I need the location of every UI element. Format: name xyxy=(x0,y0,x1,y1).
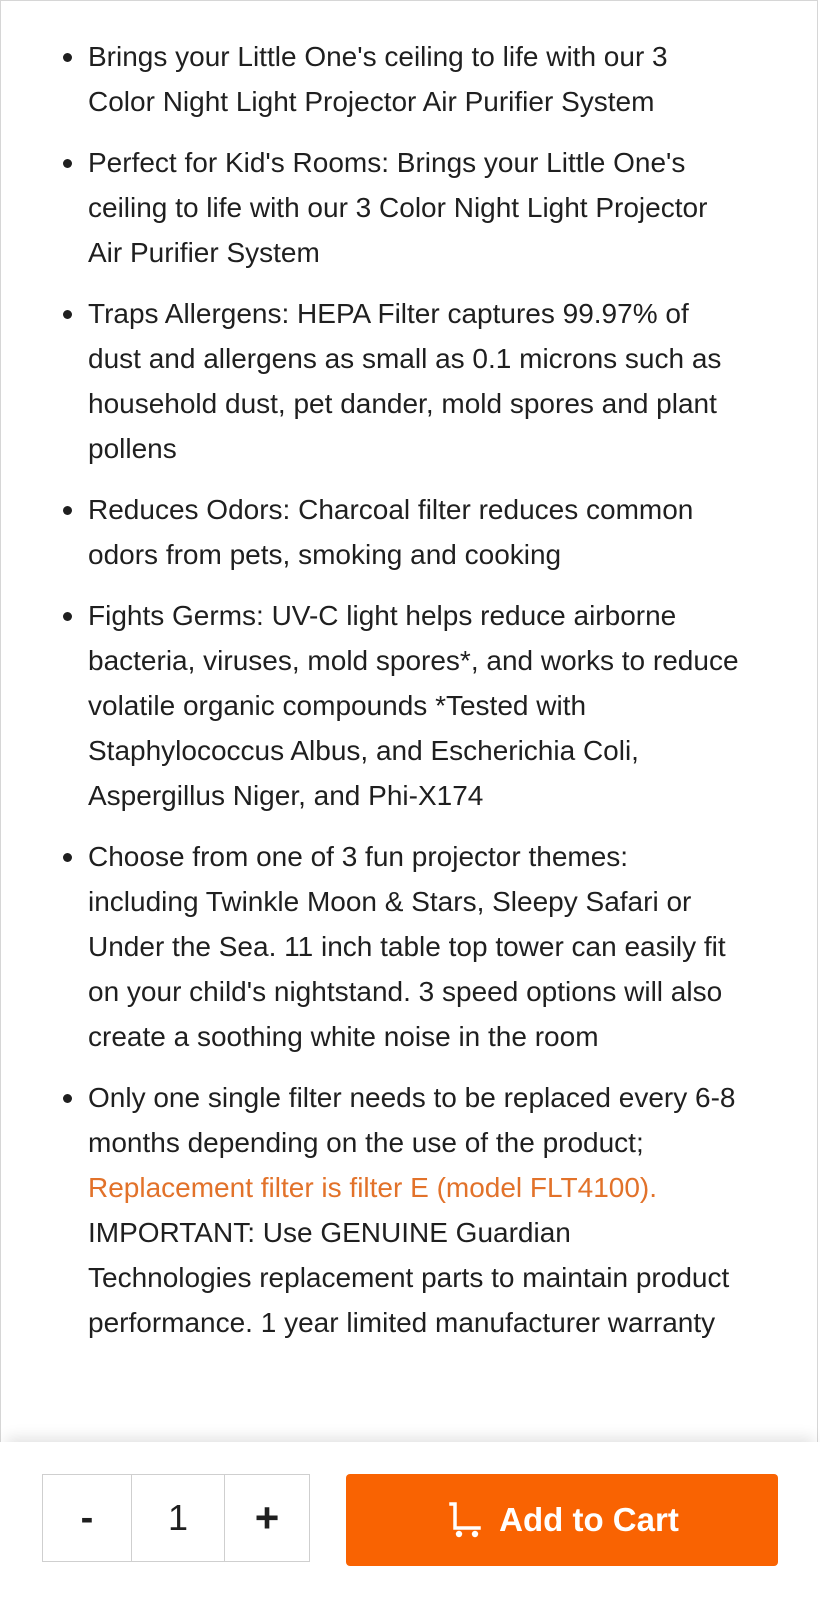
quantity-increase-button[interactable]: + xyxy=(254,1494,280,1541)
cart-icon xyxy=(445,1500,485,1540)
bullet-text: Reduces Odors: Charcoal filter reduces common odors from pets, smoking and cooking xyxy=(88,494,694,570)
bullet-text: Brings your Little One's ceiling to life with our 3 Color Night Light Projector Air Purifier System xyxy=(88,41,668,117)
list-item xyxy=(0,593,820,818)
bullet-dot xyxy=(63,612,72,621)
list-item xyxy=(0,834,820,1059)
quantity-decrease-button[interactable]: - xyxy=(43,1475,132,1561)
list-item xyxy=(0,291,820,471)
bullet-dot xyxy=(63,853,72,862)
list-item xyxy=(0,140,820,275)
filter-text-before: Only one single filter needs to be replaced every 6-8 months depending on the use of the product; xyxy=(88,1082,736,1158)
bullet-text: Perfect for Kid's Rooms: Brings your Little One's ceiling to life with our 3 Color Night Light Projector Air Purifier System xyxy=(88,147,708,268)
bullet-dot xyxy=(63,1094,72,1103)
filter-text-after: IMPORTANT: Use GENUINE Guardian Technologies replacement parts to maintain product performance. 1 year limited manufacturer warranty xyxy=(88,1217,730,1338)
bullet-dot xyxy=(63,310,72,319)
bullet-dot xyxy=(63,159,72,168)
add-to-cart-label: Add to Cart xyxy=(499,1501,679,1538)
bullet-dot xyxy=(63,53,72,62)
bullet-text: Choose from one of 3 fun projector themes: including Twinkle Moon & Stars, Sleepy Safari or Under the Sea. 11 inch table top tower can easily fit on your child's nightstand. 3 speed options will also create a soothing white noise in the room xyxy=(88,841,726,1052)
list-item xyxy=(0,487,820,577)
sticky-cart-bar xyxy=(0,1442,820,1600)
bullet-dot xyxy=(63,506,72,515)
quantity-stepper xyxy=(42,1474,310,1562)
list-item xyxy=(0,34,820,124)
replacement-filter-link[interactable]: Replacement filter is filter E (model FLT4100). xyxy=(88,1172,658,1203)
bullet-text: Traps Allergens: HEPA Filter captures 99.97% of dust and allergens as small as 0.1 microns such as household dust, pet dander, mold spores and plant pollens xyxy=(88,298,722,464)
bullet-text: Fights Germs: UV-C light helps reduce airborne bacteria, viruses, mold spores*, and works to reduce volatile organic compounds *Tested with Staphylococcus Albus, and Escherichia Coli, Aspergillus Niger, and Phi-X174 xyxy=(88,600,739,811)
list-item-filter xyxy=(0,1075,820,1345)
add-to-cart-button[interactable] xyxy=(346,1474,778,1566)
quantity-input[interactable]: 1 xyxy=(132,1475,225,1561)
